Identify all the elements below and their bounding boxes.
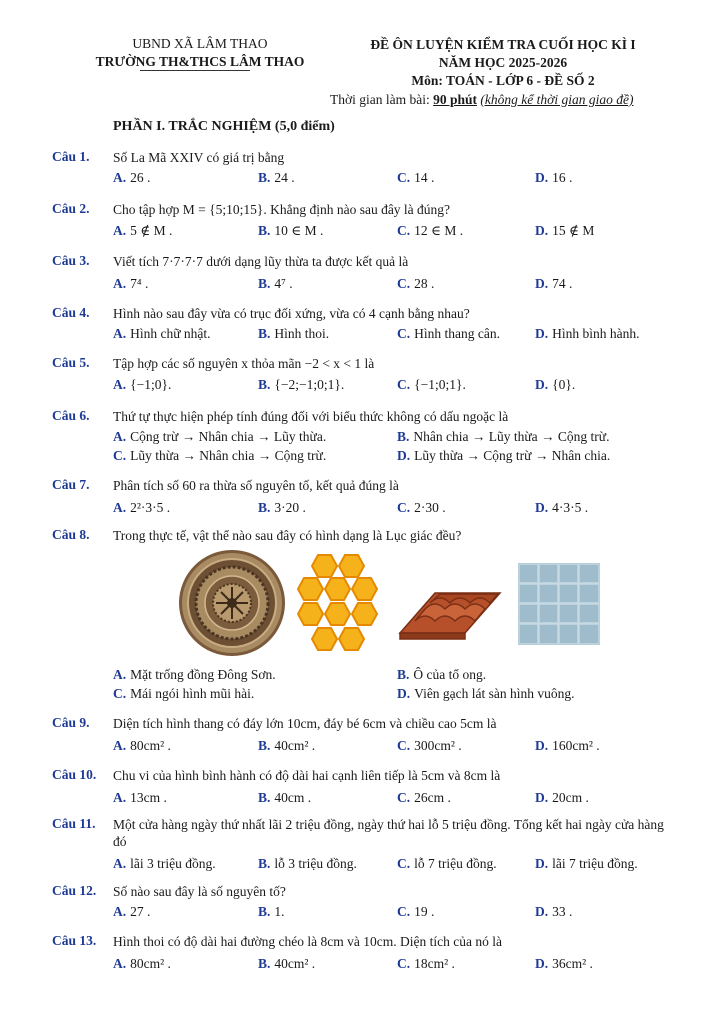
option-a[interactable] [113,904,150,920]
option-d[interactable] [535,377,575,393]
option-text: 28 . [414,276,435,291]
option-letter: B. [258,276,271,291]
option-letter: B. [258,790,271,805]
option-a[interactable] [113,377,171,393]
option-letter: A. [113,856,127,871]
option-text: 5 ∉ M . [130,223,173,238]
option-b[interactable] [397,667,486,683]
option-text: lãi 7 triệu đồng. [552,856,638,871]
question-stem: Cho tập hợp M = {5;10;15}. Khẳng định nào sau đây là đúng? [113,202,451,217]
question-stem: Số nào sau đây là số nguyên tố? [113,884,286,899]
option-text: 80cm² . [130,956,171,971]
option-d[interactable] [535,276,572,292]
question-number: Câu 7. [52,477,90,492]
option-text: Hình thang cân. [414,326,500,341]
option-letter: D. [535,956,549,971]
option-letter: D. [535,856,549,871]
option-d[interactable] [535,790,589,806]
option-b[interactable] [258,956,315,972]
option-letter: A. [113,956,127,971]
time-note: (không kể thời gian giao đề) [480,92,634,107]
option-d[interactable] [535,500,588,516]
option-d[interactable] [397,686,575,702]
option-a[interactable] [113,429,326,445]
option-letter: D. [535,500,549,515]
option-text: Lũy thừa → Cộng trừ → Nhân chia. [414,448,611,463]
option-text: 4·3·5 . [552,500,589,515]
option-letter: A. [113,429,127,444]
option-letter: A. [113,223,127,238]
option-text: Hình chữ nhật. [130,326,211,341]
question-number: Câu 10. [52,767,97,782]
option-letter: B. [258,326,271,341]
option-b[interactable] [258,377,344,393]
option-letter: A. [113,904,127,919]
question-stem: Hình nào sau đây vừa có trục đối xứng, vừa có 4 cạnh bằng nhau? [113,306,470,321]
option-text: 24 . [274,170,295,185]
option-text: Hình bình hành. [552,326,640,341]
option-letter: A. [113,667,127,682]
option-text: 20cm . [552,790,589,805]
option-a[interactable] [113,223,172,239]
subject-line: Môn: TOÁN - LỚP 6 - ĐỀ SỐ 2 [411,73,595,88]
option-text: 160cm² . [552,738,600,753]
option-text: 74 . [552,276,573,291]
option-letter: D. [397,686,411,701]
option-letter: A. [113,790,127,805]
option-letter: A. [113,326,127,341]
option-letter: D. [535,223,549,238]
option-text: 40cm² . [274,956,316,971]
option-text: Ô của tổ ong. [413,667,487,682]
section-title: PHẦN I. TRẮC NGHIỆM (5,0 điểm) [113,119,335,134]
option-c[interactable] [113,686,254,702]
option-text: Lũy thừa → Nhân chia → Cộng trừ. [130,448,327,463]
option-a[interactable] [113,170,150,186]
option-text: 14 . [414,170,435,185]
exam-header [338,36,668,90]
option-letter: C. [113,686,127,701]
option-a[interactable] [113,856,216,872]
option-c[interactable] [397,500,446,516]
option-d[interactable] [535,904,572,920]
option-letter: C. [397,790,411,805]
option-text: {−1;0}. [130,377,172,392]
option-letter: C. [113,448,127,463]
option-c[interactable] [397,738,462,754]
option-b[interactable] [258,326,329,342]
school-year: NĂM HỌC 2025-2026 [438,55,568,70]
option-text: 12 ∈ M . [414,223,464,238]
option-text: {−2;−1;0;1}. [274,377,345,392]
option-text: Hình thoi. [274,326,330,341]
option-text: lỗ 3 triệu đồng. [274,856,357,871]
option-text: 10 ∈ M . [274,223,324,238]
question-number: Câu 6. [52,408,90,423]
option-a[interactable] [113,500,170,516]
option-text: 27 . [130,904,151,919]
option-d[interactable] [535,856,638,872]
option-text: 2²·3·5 . [130,500,171,515]
option-d[interactable] [535,738,600,754]
option-letter: B. [258,904,271,919]
option-d[interactable] [535,956,593,972]
question-stem: Diện tích hình thang có đáy lớn 10cm, đáy bé 6cm và chiều cao 5cm là [113,716,497,731]
option-b[interactable] [258,856,357,872]
option-text: Mái ngói hình mũi hài. [130,686,255,701]
option-b[interactable] [258,500,306,516]
time-limit [330,92,633,108]
option-text: 4⁷ . [274,276,293,291]
question-stem: Thứ tự thực hiện phép tính đúng đối với biểu thức không có dấu ngoặc là [113,409,509,424]
option-text: lãi 3 triệu đồng. [130,856,216,871]
time-prefix: Thời gian làm bài: [330,92,434,107]
roof-tile-image [395,563,505,645]
option-text: 26 . [130,170,151,185]
question-stem: Tập hợp các số nguyên x thỏa mãn −2 < x < 1 là [113,356,375,371]
question-8-images [0,549,724,659]
option-text: Viên gạch lát sàn hình vuông. [414,686,575,701]
option-letter: B. [258,956,271,971]
option-letter: D. [535,904,549,919]
option-letter: C. [397,276,411,291]
option-letter: C. [397,500,411,515]
question-number: Câu 9. [52,715,90,730]
header-underline [140,70,250,71]
option-letter: B. [258,377,271,392]
option-letter: A. [113,276,127,291]
question-number: Câu 8. [52,527,90,542]
option-letter: A. [113,738,127,753]
option-letter: B. [397,667,410,682]
option-letter: B. [258,500,271,515]
question-stem: Hình thoi có độ dài hai đường chéo là 8cm và 10cm. Diện tích của nó là [113,934,502,949]
question-number: Câu 4. [52,305,90,320]
option-letter: D. [535,276,549,291]
option-b[interactable] [258,790,311,806]
option-text: 2·30 . [414,500,446,515]
option-a[interactable] [113,956,171,972]
option-letter: C. [397,956,411,971]
option-a[interactable] [113,738,171,754]
question-stem: Viết tích 7·7·7·7 dưới dạng lũy thừa ta được kết quả là [113,254,409,269]
option-letter: C. [397,223,411,238]
option-letter: B. [258,738,271,753]
option-text: 33 . [552,904,573,919]
option-letter: D. [535,790,549,805]
option-d[interactable] [397,448,610,464]
option-b[interactable] [258,904,285,920]
option-letter: C. [397,170,411,185]
option-letter: A. [113,170,127,185]
option-d[interactable] [535,326,640,342]
option-b[interactable] [258,170,295,186]
commune-name: UBND XÃ LÂM THAO [132,36,268,51]
option-c[interactable] [397,790,451,806]
option-letter: B. [258,170,271,185]
question-number: Câu 3. [52,253,90,268]
option-a[interactable] [113,667,276,683]
option-text: 3·20 . [274,500,306,515]
question-stem: Trong thực tế, vật thể nào sau đây có hình dạng là Lục giác đều? [113,528,462,543]
option-a[interactable] [113,276,148,292]
option-c[interactable] [397,377,466,393]
option-text: 1. [274,904,285,919]
option-c[interactable] [397,276,434,292]
option-letter: C. [397,856,411,871]
option-b[interactable] [397,429,610,445]
option-letter: A. [113,377,127,392]
square-tile-image [518,563,600,645]
option-text: 16 . [552,170,573,185]
option-letter: B. [258,856,271,871]
option-c[interactable] [397,326,500,342]
option-text: 18cm² . [414,956,455,971]
question-number: Câu 5. [52,355,90,370]
option-letter: C. [397,377,411,392]
question-stem: Phân tích số 60 ra thừa số nguyên tố, kết quả đúng là [113,478,399,493]
option-text: {−1;0;1}. [414,377,466,392]
option-letter: A. [113,500,127,515]
option-letter: D. [535,170,549,185]
question-number: Câu 2. [52,201,90,216]
option-letter: D. [397,448,411,463]
option-b[interactable] [258,223,323,239]
question-stem: Số La Mã XXIV có giá trị bằng [113,150,285,165]
option-letter: B. [397,429,410,444]
option-letter: D. [535,326,549,341]
option-text: 300cm² . [414,738,462,753]
question-number: Câu 12. [52,883,97,898]
option-text: 40cm . [274,790,312,805]
option-letter: C. [397,738,411,753]
option-text: Nhân chia → Lũy thừa → Cộng trừ. [413,429,610,444]
option-c[interactable] [113,448,326,464]
option-a[interactable] [113,790,167,806]
option-text: 40cm² . [274,738,316,753]
bronze-drum-image [178,549,286,657]
option-c[interactable] [397,170,434,186]
option-text: 80cm² . [130,738,171,753]
option-letter: D. [535,377,549,392]
exam-title: ĐỀ ÔN LUYỆN KIỂM TRA CUỐI HỌC KÌ I [370,37,636,52]
question-stem: Chu vi của hình bình hành có độ dài hai cạnh liên tiếp là 5cm và 8cm là [113,768,501,783]
option-d[interactable] [535,170,572,186]
option-letter: C. [397,904,411,919]
option-text: 19 . [414,904,435,919]
option-a[interactable] [113,326,211,342]
option-text: Mặt trống đồng Đông Sơn. [130,667,276,682]
option-letter: C. [397,326,411,341]
option-d[interactable] [535,223,594,239]
option-c[interactable] [397,904,434,920]
option-b[interactable] [258,276,293,292]
option-text: Cộng trừ → Nhân chia → Lũy thừa. [130,429,327,444]
option-text: 36cm² . [552,956,593,971]
school-header [95,36,305,70]
option-text: 7⁴ . [130,276,149,291]
option-c[interactable] [397,956,455,972]
question-stem: Một cửa hàng ngày thứ nhất lãi 2 triệu đồng, ngày thứ hai lỗ 5 triệu đồng. Tổng kết hai ngày cửa hàng đó [113,817,664,849]
option-c[interactable] [397,223,463,239]
option-text: 26cm . [414,790,451,805]
school-name: TRƯỜNG TH&THCS LÂM THAO [95,54,305,69]
honeycomb-image [293,551,383,657]
option-text: {0}. [552,377,576,392]
option-c[interactable] [397,856,497,872]
question-number: Câu 13. [52,933,97,948]
question-number: Câu 11. [52,816,96,831]
question-number: Câu 1. [52,149,90,164]
option-letter: B. [258,223,271,238]
option-b[interactable] [258,738,315,754]
option-text: 15 ∉ M [552,223,595,238]
time-value: 90 phút [433,92,478,107]
option-text: lỗ 7 triệu đồng. [414,856,497,871]
option-letter: D. [535,738,549,753]
option-text: 13cm . [130,790,167,805]
